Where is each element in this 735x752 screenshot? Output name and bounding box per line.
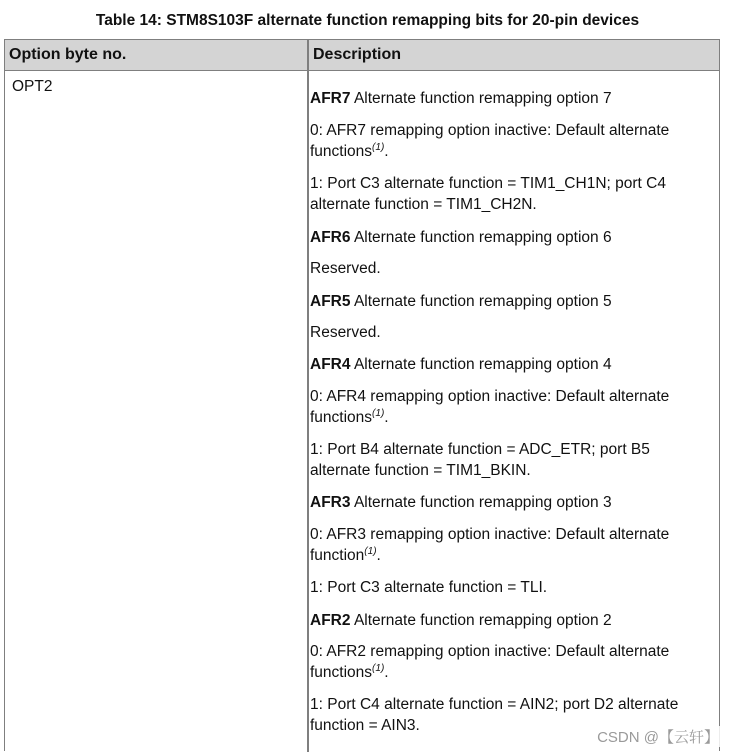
desc-end: . <box>376 547 381 564</box>
desc-afr6-title <box>310 227 710 248</box>
bit-name: AFR2 <box>310 612 351 629</box>
bit-name: AFR3 <box>310 494 351 511</box>
watermark: CSDN @【云轩】 <box>595 726 721 747</box>
footnote-ref: (1) <box>372 663 385 674</box>
header-option-byte: Option byte no. <box>9 46 127 63</box>
desc-afr4-1: 1: Port B4 alternate function = ADC_ETR; port B5 alternate function = TIM1_BKIN. <box>310 441 650 479</box>
desc-afr3-0 <box>310 524 710 566</box>
bit-name: AFR4 <box>310 356 351 373</box>
option-byte-cell: OPT2 <box>12 78 53 95</box>
desc-end: . <box>384 143 389 160</box>
header-description: Description <box>313 46 402 63</box>
desc-text: 0: AFR4 remapping option inactive: Default alternate functions <box>310 388 670 426</box>
desc-afr4-title <box>310 354 710 375</box>
desc-afr5-title <box>310 291 710 312</box>
bit-name: AFR5 <box>310 293 351 310</box>
desc-afr3-1: 1: Port C3 alternate function = TLI. <box>310 579 548 596</box>
table-caption: Table 14: STM8S103F alternate function remapping bits for 20-pin devices <box>95 12 640 29</box>
desc-text: 0: AFR7 remapping option inactive: Default alternate functions <box>310 122 670 160</box>
table-header-row <box>5 40 719 71</box>
desc-afr4-0 <box>310 386 710 428</box>
desc-end: . <box>384 664 389 681</box>
desc-text: 0: AFR2 remapping option inactive: Default alternate functions <box>310 643 670 681</box>
desc-afr5-reserved: Reserved. <box>310 324 381 341</box>
column-divider <box>307 40 309 752</box>
bit-description: Alternate function remapping option 3 <box>353 494 612 511</box>
desc-afr7-0 <box>310 120 710 162</box>
desc-end: . <box>384 409 389 426</box>
bit-name: AFR7 <box>310 90 351 107</box>
bit-description: Alternate function remapping option 4 <box>353 356 612 373</box>
bit-description: Alternate function remapping option 5 <box>353 293 612 310</box>
bit-description: Alternate function remapping option 7 <box>353 90 612 107</box>
desc-afr2-title <box>310 610 710 631</box>
desc-afr2-0 <box>310 641 710 683</box>
bit-name: AFR6 <box>310 229 351 246</box>
desc-afr2-1: 1: Port C4 alternate function = AIN2; port D2 alternate function = AIN3. <box>310 696 679 734</box>
desc-afr3-title <box>310 492 710 513</box>
bit-description: Alternate function remapping option 6 <box>353 229 612 246</box>
desc-afr7-title <box>310 88 710 109</box>
footnote-ref: (1) <box>372 408 385 419</box>
desc-afr7-1: 1: Port C3 alternate function = TIM1_CH1N; port C4 alternate function = TIM1_CH2N. <box>310 175 666 213</box>
bit-description: Alternate function remapping option 2 <box>353 612 612 629</box>
footnote-ref: (1) <box>364 546 377 557</box>
desc-afr6-reserved: Reserved. <box>310 260 381 277</box>
footnote-ref: (1) <box>372 142 385 153</box>
desc-text: 0: AFR3 remapping option inactive: Default alternate function <box>310 526 670 564</box>
